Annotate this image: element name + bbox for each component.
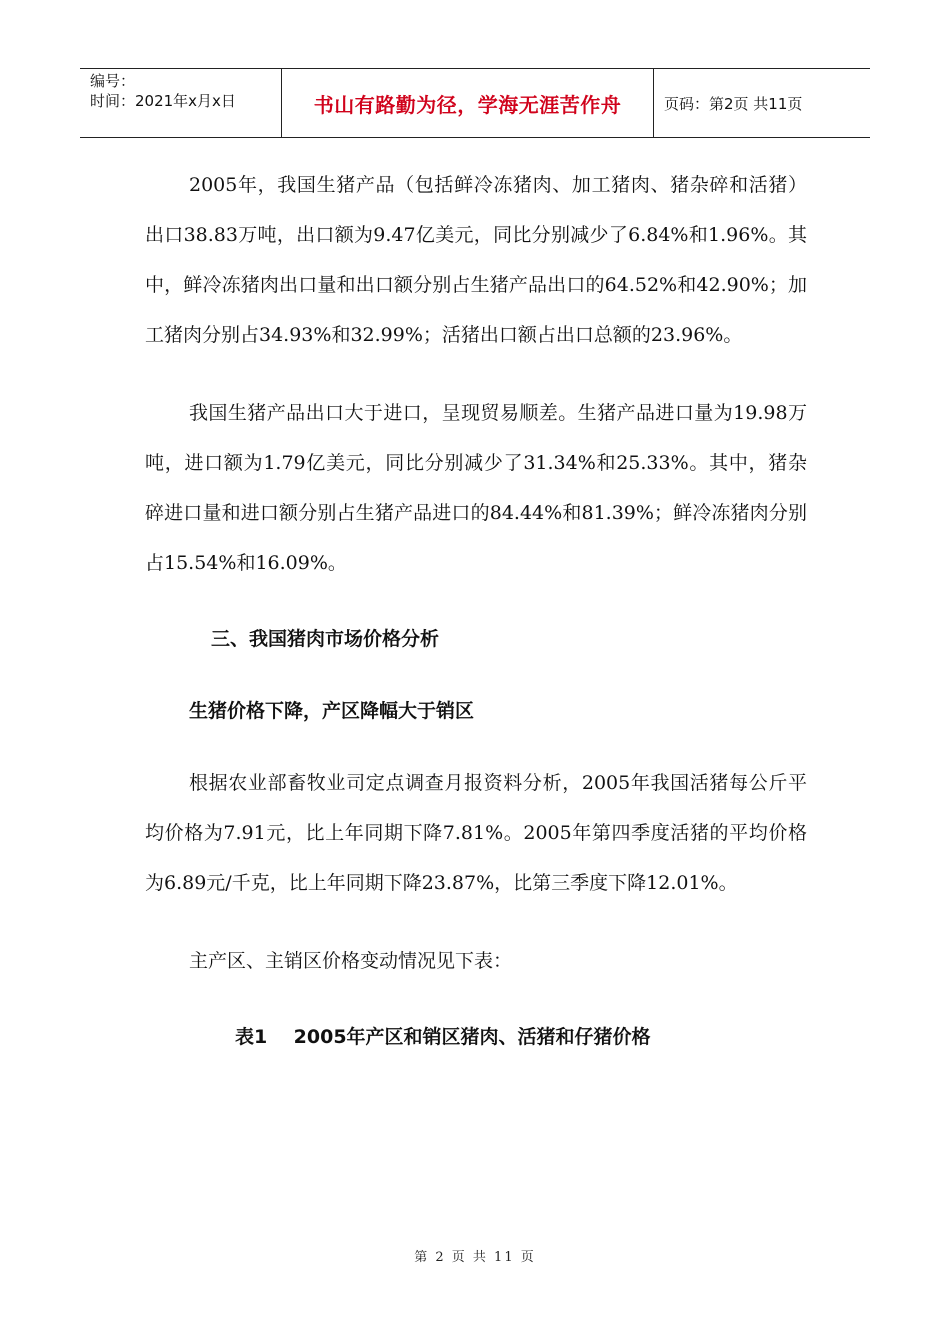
paragraph-export: 2005年，我国生猪产品（包括鲜冷冻猪肉、加工猪肉、猪杂碎和活猪）出口38.83万吨，出口额为9.47亿美元，同比分别减少了6.84%和1.96%。其中，鲜冷冻猪肉出口量和出口额分别占生猪产品出口的64.52%和42.90%；加工猪肉分别占34.93%和32.99%；活猪出口额占出口总额的23.96%。 — [145, 174, 807, 346]
table-caption: 表1 2005年产区和销区猪肉、活猪和仔猪价格 — [235, 1026, 651, 1048]
paragraph-price-analysis: 根据农业部畜牧业司定点调查月报资料分析，2005年我国活猪每公斤平均价格为7.91元，比上年同期下降7.81%。2005年第四季度活猪的平均价格为6.89元/千克，比上年同期下降23.87%，比第三季度下降12.01%。 — [145, 772, 807, 894]
header-motto: 书山有路勤为径，学海无涯苦作舟 — [313, 92, 622, 117]
section-heading: 三、我国猪肉市场价格分析 — [211, 628, 440, 650]
document-number-label: 编号： — [90, 72, 136, 90]
document-date-label: 时间：2021年x月x日 — [90, 92, 236, 110]
header-motto-cell — [282, 69, 654, 137]
page-header — [80, 68, 870, 138]
header-page-info: 页码：第2页 共11页 — [664, 94, 803, 113]
sub-heading: 生猪价格下降，产区降幅大于销区 — [189, 700, 475, 722]
paragraph-import: 我国生猪产品出口大于进口，呈现贸易顺差。生猪产品进口量为19.98万吨，进口额为1.79亿美元，同比分别减少了31.34%和25.33%。其中，猪杂碎进口量和进口额分别占生猪产品进口的84.44%和81.39%；鲜冷冻猪肉分别占15.54%和16.09%。 — [145, 402, 807, 574]
header-page-cell — [654, 69, 870, 137]
header-meta-cell — [80, 69, 282, 137]
paragraph-table-intro: 主产区、主销区价格变动情况见下表： — [189, 950, 513, 972]
document-body — [145, 160, 807, 1062]
page-footer: 第 2 页 共 11 页 — [414, 1250, 536, 1265]
